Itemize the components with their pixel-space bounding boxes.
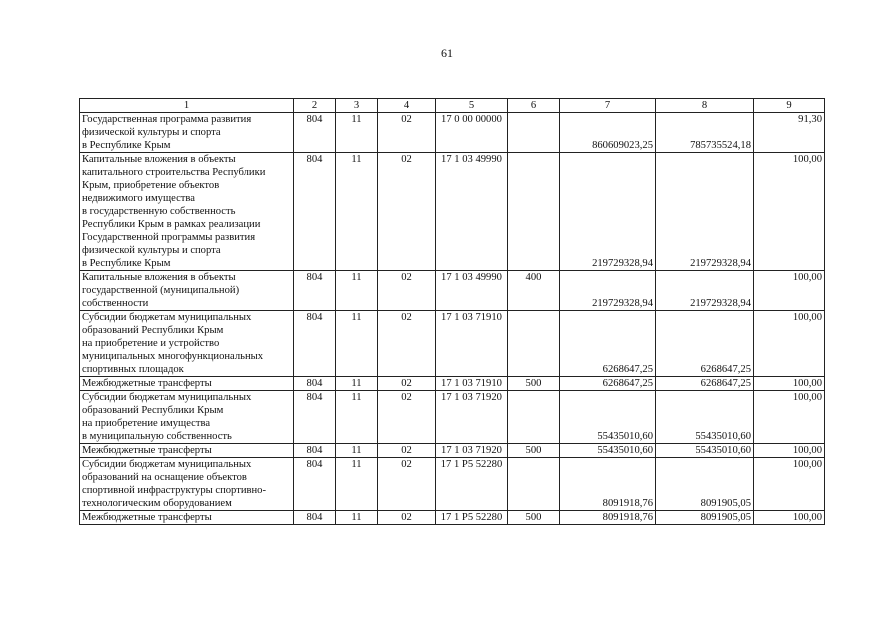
row-name-cell [80, 511, 294, 525]
row-name-line: муниципальных многофункциональных [82, 351, 264, 362]
column-header: 7 [560, 99, 656, 113]
row-name-line: физической культуры и спорта [82, 245, 221, 256]
row-name-line: технологическим оборудованием [82, 498, 232, 509]
row-name-line: недвижимого имущества [82, 193, 195, 204]
row-name-line: капитального строительства Республики [82, 167, 266, 178]
row-name-line: Субсидии бюджетам муниципальных [82, 459, 252, 470]
row-name-line: Межбюджетные трансферты [82, 378, 212, 389]
cell-expense-type: 500 [508, 444, 560, 458]
column-header: 8 [656, 99, 754, 113]
cell-subsection-code: 11 [336, 444, 378, 458]
cell-expense-type [508, 153, 560, 271]
row-name-cell [80, 311, 294, 377]
row-name-line: спортивных площадок [82, 364, 184, 375]
cell-subsection-code: 11 [336, 458, 378, 511]
table-body [80, 113, 825, 525]
cell-target-article: 17 1 03 71920 [436, 444, 508, 458]
row-name-cell [80, 444, 294, 458]
table-row [80, 511, 825, 525]
budget-table [79, 98, 825, 525]
cell-amount-executed: 55435010,60 [656, 391, 754, 444]
cell-subsection-code: 11 [336, 391, 378, 444]
cell-percent: 100,00 [754, 511, 825, 525]
cell-section-code: 804 [294, 391, 336, 444]
cell-section-code: 804 [294, 113, 336, 153]
cell-amount-planned: 55435010,60 [560, 391, 656, 444]
cell-expense-type [508, 311, 560, 377]
cell-expense-type: 500 [508, 377, 560, 391]
cell-amount-executed: 219729328,94 [656, 271, 754, 311]
row-name-cell [80, 113, 294, 153]
cell-amount-executed: 6268647,25 [656, 377, 754, 391]
cell-subsection2-code: 02 [378, 391, 436, 444]
row-name-line: в Республике Крым [82, 258, 171, 269]
cell-expense-type: 500 [508, 511, 560, 525]
cell-amount-executed: 8091905,05 [656, 458, 754, 511]
cell-section-code: 804 [294, 444, 336, 458]
cell-subsection2-code: 02 [378, 153, 436, 271]
row-name-line: Межбюджетные трансферты [82, 445, 212, 456]
cell-amount-executed: 785735524,18 [656, 113, 754, 153]
row-name-cell [80, 458, 294, 511]
row-name-line: образований Республики Крым [82, 325, 224, 336]
column-header: 5 [436, 99, 508, 113]
row-name-cell [80, 391, 294, 444]
cell-amount-executed: 8091905,05 [656, 511, 754, 525]
row-name-line: на приобретение и устройство [82, 338, 220, 349]
cell-amount-planned: 219729328,94 [560, 153, 656, 271]
row-name-line: на приобретение имущества [82, 418, 211, 429]
row-name-line: в государственную собственность [82, 206, 236, 217]
table-row [80, 113, 825, 153]
table-row [80, 377, 825, 391]
column-header: 6 [508, 99, 560, 113]
column-header: 4 [378, 99, 436, 113]
row-name-line: физической культуры и спорта [82, 127, 221, 138]
cell-amount-planned: 55435010,60 [560, 444, 656, 458]
cell-percent: 91,30 [754, 113, 825, 153]
cell-section-code: 804 [294, 271, 336, 311]
cell-target-article: 17 1 03 71920 [436, 391, 508, 444]
cell-expense-type [508, 458, 560, 511]
cell-expense-type [508, 113, 560, 153]
table-row [80, 311, 825, 377]
cell-percent: 100,00 [754, 458, 825, 511]
cell-subsection2-code: 02 [378, 113, 436, 153]
cell-subsection2-code: 02 [378, 458, 436, 511]
cell-subsection2-code: 02 [378, 271, 436, 311]
cell-percent: 100,00 [754, 377, 825, 391]
table-row [80, 271, 825, 311]
cell-section-code: 804 [294, 153, 336, 271]
cell-section-code: 804 [294, 458, 336, 511]
cell-amount-planned: 219729328,94 [560, 271, 656, 311]
table-row [80, 153, 825, 271]
column-header: 9 [754, 99, 825, 113]
row-name-line: Республики Крым в рамках реализации [82, 219, 261, 230]
row-name-line: Субсидии бюджетам муниципальных [82, 392, 252, 403]
table-row [80, 458, 825, 511]
cell-amount-planned: 6268647,25 [560, 377, 656, 391]
cell-target-article: 17 1 03 71910 [436, 311, 508, 377]
cell-subsection-code: 11 [336, 113, 378, 153]
cell-subsection-code: 11 [336, 511, 378, 525]
row-name-line: Государственная программа развития [82, 114, 252, 125]
cell-subsection2-code: 02 [378, 377, 436, 391]
cell-section-code: 804 [294, 511, 336, 525]
row-name-line: в муниципальную собственность [82, 431, 232, 442]
row-name-line: образований на оснащение объектов [82, 472, 247, 483]
cell-subsection-code: 11 [336, 271, 378, 311]
page-number: 61 [441, 46, 453, 60]
cell-target-article: 17 1 P5 52280 [436, 458, 508, 511]
column-header: 2 [294, 99, 336, 113]
row-name-line: государственной (муниципальной) [82, 285, 240, 296]
row-name-line: Крым, приобретение объектов [82, 180, 220, 191]
cell-amount-planned: 860609023,25 [560, 113, 656, 153]
cell-percent: 100,00 [754, 444, 825, 458]
row-name-cell [80, 377, 294, 391]
row-name-line: собственности [82, 298, 149, 309]
cell-target-article: 17 1 03 71910 [436, 377, 508, 391]
cell-subsection2-code: 02 [378, 511, 436, 525]
row-name-line: Межбюджетные трансферты [82, 512, 212, 523]
cell-section-code: 804 [294, 311, 336, 377]
cell-expense-type [508, 391, 560, 444]
row-name-line: образований Республики Крым [82, 405, 224, 416]
cell-target-article: 17 1 03 49990 [436, 153, 508, 271]
row-name-line: спортивной инфраструктуры спортивно- [82, 485, 267, 496]
cell-amount-planned: 8091918,76 [560, 511, 656, 525]
cell-percent: 100,00 [754, 153, 825, 271]
cell-amount-planned: 8091918,76 [560, 458, 656, 511]
column-header: 1 [80, 99, 294, 113]
table-row [80, 444, 825, 458]
cell-amount-executed: 6268647,25 [656, 311, 754, 377]
row-name-line: Субсидии бюджетам муниципальных [82, 312, 252, 323]
table-header-row [80, 99, 825, 113]
cell-subsection-code: 11 [336, 311, 378, 377]
cell-subsection-code: 11 [336, 153, 378, 271]
row-name-cell [80, 271, 294, 311]
row-name-line: в Республике Крым [82, 140, 171, 151]
row-name-line: Государственной программы развития [82, 232, 256, 243]
cell-target-article: 17 0 00 00000 [436, 113, 508, 153]
row-name-line: Капитальные вложения в объекты [82, 154, 236, 165]
cell-amount-executed: 219729328,94 [656, 153, 754, 271]
cell-subsection2-code: 02 [378, 311, 436, 377]
row-name-line: Капитальные вложения в объекты [82, 272, 236, 283]
column-header: 3 [336, 99, 378, 113]
row-name-cell [80, 153, 294, 271]
cell-percent: 100,00 [754, 271, 825, 311]
cell-target-article: 17 1 P5 52280 [436, 511, 508, 525]
table-row [80, 391, 825, 444]
cell-section-code: 804 [294, 377, 336, 391]
cell-percent: 100,00 [754, 311, 825, 377]
cell-subsection-code: 11 [336, 377, 378, 391]
cell-amount-executed: 55435010,60 [656, 444, 754, 458]
cell-percent: 100,00 [754, 391, 825, 444]
cell-amount-planned: 6268647,25 [560, 311, 656, 377]
cell-target-article: 17 1 03 49990 [436, 271, 508, 311]
cell-expense-type: 400 [508, 271, 560, 311]
cell-subsection2-code: 02 [378, 444, 436, 458]
